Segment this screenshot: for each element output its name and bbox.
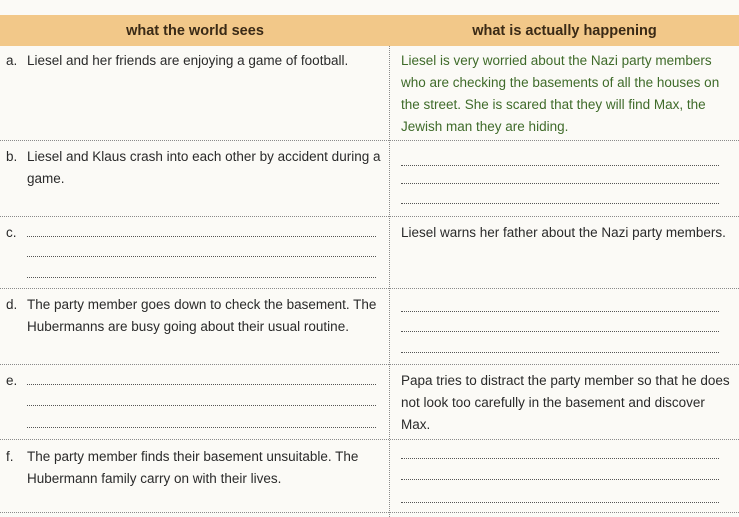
answer-blank-line[interactable] <box>401 331 719 332</box>
world-sees-text: The party member goes down to check the basement. The Hubermanns are busy going about their usual routine. <box>27 297 377 334</box>
row-letter: b. <box>6 149 18 164</box>
answer-blank-line[interactable] <box>27 236 376 237</box>
answer-blank-line[interactable] <box>27 277 376 278</box>
actually-happening-text: Papa tries to distract the party member so that he does not look too carefully in the basement and discover Max. <box>401 373 730 432</box>
answer-blank-line[interactable] <box>27 256 376 257</box>
answer-blank-line[interactable] <box>401 479 719 480</box>
row-letter: a. <box>6 53 18 68</box>
row-letter: c. <box>6 225 17 240</box>
column-divider <box>389 46 390 517</box>
header-world-sees: what the world sees <box>126 22 264 39</box>
answer-blank-line[interactable] <box>401 203 719 204</box>
header-actually-happening: what is actually happening <box>472 22 657 39</box>
row-separator <box>0 288 739 289</box>
row-separator <box>0 364 739 365</box>
row-separator <box>0 140 739 141</box>
answer-blank-line[interactable] <box>401 502 719 503</box>
answer-blank-line[interactable] <box>27 384 376 385</box>
answer-blank-line[interactable] <box>401 458 719 459</box>
answer-text: Liesel is very worried about the Nazi party members who are checking the basements of all the houses on the street. She is scared that they will find Max, the Jewish man they are hiding. <box>401 53 720 134</box>
row-letter: d. <box>6 297 18 312</box>
answer-blank-line[interactable] <box>401 352 719 353</box>
world-sees-text: Liesel and her friends are enjoying a game of football. <box>27 53 349 68</box>
row-separator <box>0 216 739 217</box>
answer-blank-line[interactable] <box>401 183 719 184</box>
answer-blank-line[interactable] <box>401 311 719 312</box>
row-separator <box>0 439 739 440</box>
answer-blank-line[interactable] <box>27 405 376 406</box>
actually-happening-text: Liesel warns her father about the Nazi party members. <box>401 225 726 240</box>
answer-blank-line[interactable] <box>27 427 376 428</box>
world-sees-text: The party member finds their basement unsuitable. The Hubermann family carry on with their lives. <box>27 449 359 486</box>
row-letter: e. <box>6 373 18 388</box>
world-sees-text: Liesel and Klaus crash into each other by accident during a game. <box>27 149 381 186</box>
answer-blank-line[interactable] <box>401 165 719 166</box>
table-header <box>0 15 739 46</box>
row-separator <box>0 512 739 513</box>
row-letter: f. <box>6 449 14 464</box>
